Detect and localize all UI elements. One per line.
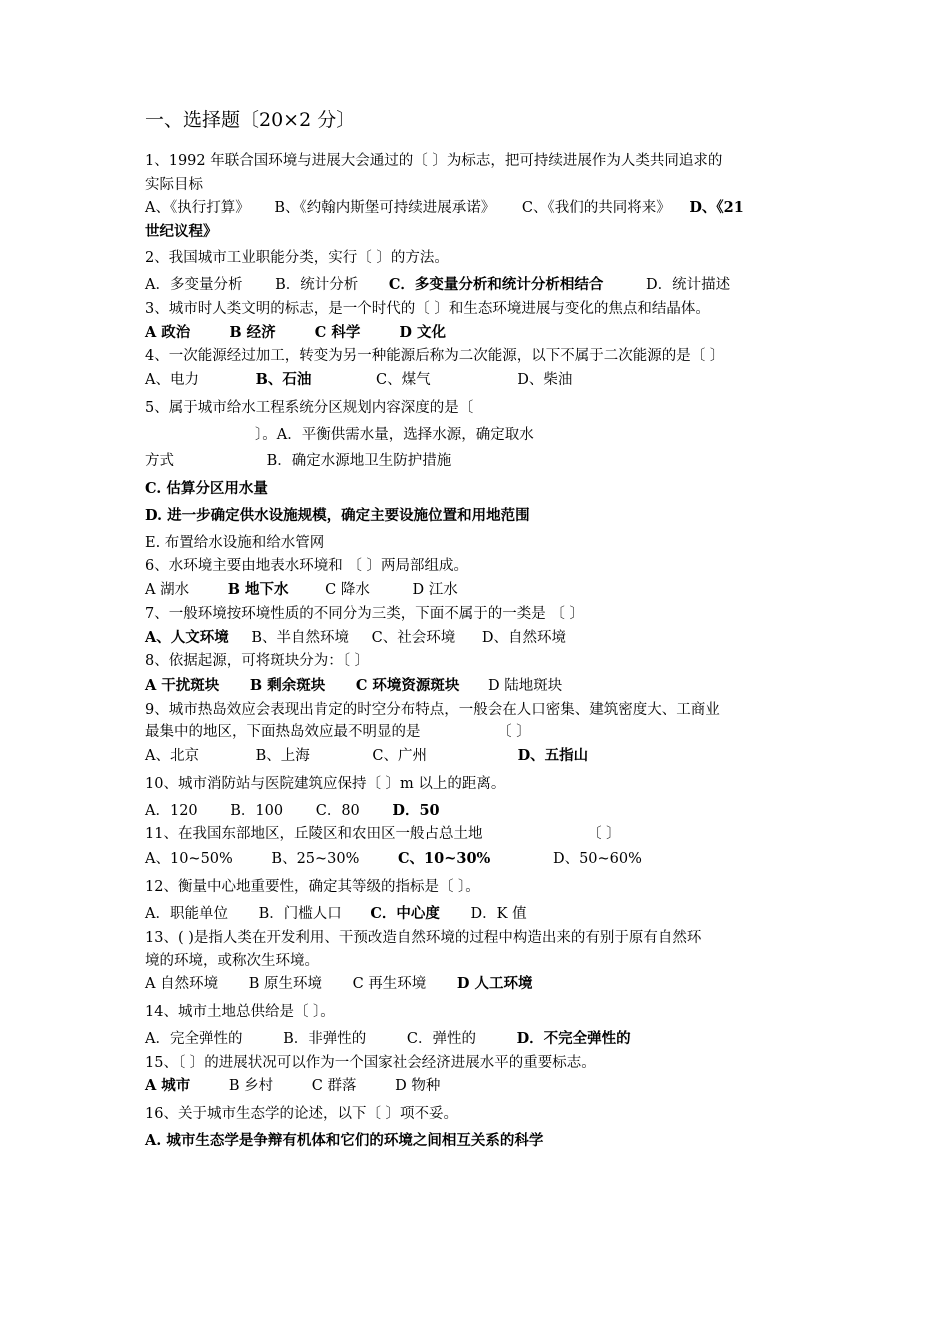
question-4-text: 4、一次能源经过加工，转变为另一种能源后称为二次能源，以下不属于二次能源的是〔 〕 <box>145 348 725 364</box>
question-7-option-a: A、人文环境 <box>145 629 229 646</box>
question-7-option-c: C、社会环境 <box>371 630 456 646</box>
question-2-option-c: C．多变量分析和统计分析相结合 <box>388 276 604 293</box>
question-14-options <box>145 1030 631 1048</box>
question-5-text-line3 <box>145 452 451 470</box>
question-5-option-e: E. 布置给水设施和给水管网 <box>145 535 325 551</box>
question-1-option-b: B、《约翰内斯堡可持续进展承诺》 <box>274 200 496 216</box>
question-6-option-d: D 江水 <box>412 582 458 598</box>
question-1-options-line1 <box>145 199 744 217</box>
question-11-text-line <box>145 825 621 843</box>
question-1-option-c: C、《我们的共同将来》 <box>521 200 671 216</box>
question-16-text: 16、关于城市生态学的论述，以下〔 〕项不妥。 <box>145 1106 459 1122</box>
question-12-option-d: D．K 值 <box>470 906 527 922</box>
section-title: 一、选择题〔20×2 分〕 <box>145 109 356 131</box>
question-9-text-line2 <box>145 723 531 741</box>
question-12-option-a: A．职能单位 <box>145 906 228 922</box>
question-13-option-b: B 原生环境 <box>248 976 322 992</box>
question-3-option-d: D 文化 <box>399 324 447 341</box>
question-15-option-a: A 城市 <box>145 1077 191 1094</box>
question-11-answer-paren: 〔 〕 <box>587 826 621 842</box>
question-15-option-d: D 物种 <box>395 1078 441 1094</box>
question-14-text: 14、城市土地总供给是〔 〕。 <box>145 1004 335 1020</box>
question-4-options <box>145 371 572 389</box>
question-7-text: 7、一般环境按环境性质的不同分为三类，下面不属于的一类是 〔 〕 <box>145 606 584 622</box>
question-11-option-a: A、10~50% <box>145 851 233 867</box>
question-11-text: 11、在我国东部地区，丘陵区和农田区一般占总土地 <box>145 826 483 842</box>
question-4-option-c: C、煤气 <box>375 372 431 388</box>
question-11-option-c: C、10~30% <box>398 850 491 867</box>
question-10-option-c: C．80 <box>315 803 360 819</box>
question-12-text: 12、衡量中心地重要性，确定其等级的指标是〔 〕。 <box>145 879 480 895</box>
question-14-option-b: B．非弹性的 <box>283 1031 367 1047</box>
question-9-option-a: A、北京 <box>145 748 199 764</box>
question-4-option-b: B、石油 <box>255 371 312 388</box>
question-16-option-a: A. 城市生态学是争辩有机体和它们的环境之间相互关系的科学 <box>145 1132 544 1149</box>
question-9-answer-paren: 〔 〕 <box>497 724 531 740</box>
question-5-option-b: B．确定水源地卫生防护措施 <box>266 453 452 469</box>
question-8-option-a: A 干扰斑块 <box>145 677 220 694</box>
question-9-option-d: D、五指山 <box>517 747 589 764</box>
question-2-text: 2、我国城市工业职能分类，实行〔 〕的方法。 <box>145 250 449 266</box>
question-1-text-line1: 1、1992 年联合国环境与进展大会通过的〔 〕为标志，把可持续进展作为人类共同追求的 <box>145 153 723 169</box>
question-5-option-c: C. 估算分区用水量 <box>145 480 268 497</box>
question-8-option-d: D 陆地斑块 <box>488 678 563 694</box>
question-1-text-line2: 实际目标 <box>145 177 203 193</box>
question-8-option-b: B 剩余斑块 <box>249 677 326 694</box>
question-13-text-line1: 13、( )是指人类在开发利用、干预改造自然环境的过程中构造出来的有别于原有自然环 <box>145 930 702 946</box>
question-8-option-c: C 环境资源斑块 <box>355 677 460 694</box>
question-2-option-a: A．多变量分析 <box>145 277 243 293</box>
question-1-option-a: A、《执行打算》 <box>145 200 250 216</box>
question-3-option-c: C 科学 <box>314 324 361 341</box>
question-5-text-fangshi: 方式 <box>145 453 174 469</box>
question-9-option-c: C、广州 <box>372 748 427 764</box>
question-2-option-b: B．统计分析 <box>275 277 359 293</box>
question-3-text: 3、城市时人类文明的标志，是一个时代的〔 〕和生态环境进展与变化的焦点和结晶体。 <box>145 301 710 317</box>
question-13-text-line2: 境的环境，或称次生环境。 <box>145 953 319 969</box>
question-7-options <box>145 629 566 647</box>
question-9-options <box>145 747 588 765</box>
question-10-option-d: D．50 <box>392 802 440 819</box>
question-14-option-c: C．弹性的 <box>406 1031 476 1047</box>
question-10-option-b: B．100 <box>230 803 284 819</box>
question-15-text: 15、〔 〕的进展状况可以作为一个国家社会经济进展水平的重要标志。 <box>145 1055 596 1071</box>
question-11-option-b: B、25~30% <box>271 851 360 867</box>
question-6-text: 6、水环境主要由地表水环境和 〔 〕两局部组成。 <box>145 558 468 574</box>
question-10-options <box>145 802 440 820</box>
question-13-option-c: C 再生环境 <box>352 976 427 992</box>
question-6-option-a: A 湖水 <box>145 582 190 598</box>
question-11-options <box>145 850 642 868</box>
question-11-option-d: D、50~60% <box>552 851 642 867</box>
question-5-option-d: D. 进一步确定供水设施规模，确定主要设施位置和用地范围 <box>145 507 530 524</box>
question-13-option-a: A 自然环境 <box>145 976 219 992</box>
question-15-option-c: C 群落 <box>311 1078 357 1094</box>
question-13-options <box>145 975 533 993</box>
question-3-option-a: A 政治 <box>145 324 191 341</box>
question-5-text-line1: 5、属于城市给水工程系统分区规划内容深度的是〔 <box>145 400 474 416</box>
question-4-option-d: D、柴油 <box>517 372 573 388</box>
question-2-option-d: D．统计描述 <box>646 277 731 293</box>
question-12-options <box>145 905 527 923</box>
question-4-option-a: A、电力 <box>145 372 199 388</box>
question-14-option-d: D．不完全弹性的 <box>516 1030 631 1047</box>
question-9-text-line1: 9、城市热岛效应会表现出肯定的时空分布特点，一般会在人口密集、建筑密度大、工商业 <box>145 702 720 718</box>
question-9-text-line2-main: 最集中的地区，下面热岛效应最不明显的是 <box>145 724 421 740</box>
question-1-option-d: D、《21 <box>689 199 744 216</box>
question-8-text: 8、依据起源，可将斑块分为：〔 〕 <box>145 653 370 669</box>
question-5-text-line2: 〕。A．平衡供需水量，选择水源，确定取水 <box>255 427 534 443</box>
question-10-text: 10、城市消防站与医院建筑应保持〔 〕m 以上的距离。 <box>145 776 506 792</box>
question-6-option-c: C 降水 <box>325 582 370 598</box>
question-3-option-b: B 经济 <box>229 324 276 341</box>
question-8-options <box>145 677 562 695</box>
question-6-options <box>145 581 458 599</box>
question-9-option-b: B、上海 <box>255 748 310 764</box>
question-14-option-a: A．完全弹性的 <box>145 1031 243 1047</box>
question-2-options <box>145 276 730 294</box>
question-10-option-a: A．120 <box>145 803 198 819</box>
question-15-options <box>145 1077 440 1095</box>
question-12-option-c: C．中心度 <box>370 905 440 922</box>
question-12-option-b: B．门槛人口 <box>258 906 342 922</box>
question-15-option-b: B 乡村 <box>228 1078 274 1094</box>
question-6-option-b: B 地下水 <box>227 581 289 598</box>
question-1-option-d-cont: 世纪议程》 <box>145 223 218 240</box>
question-7-option-b: B、半自然环境 <box>251 630 350 646</box>
question-3-options <box>145 324 446 342</box>
question-13-option-d: D 人工环境 <box>456 975 533 992</box>
question-7-option-d: D、自然环境 <box>481 630 566 646</box>
